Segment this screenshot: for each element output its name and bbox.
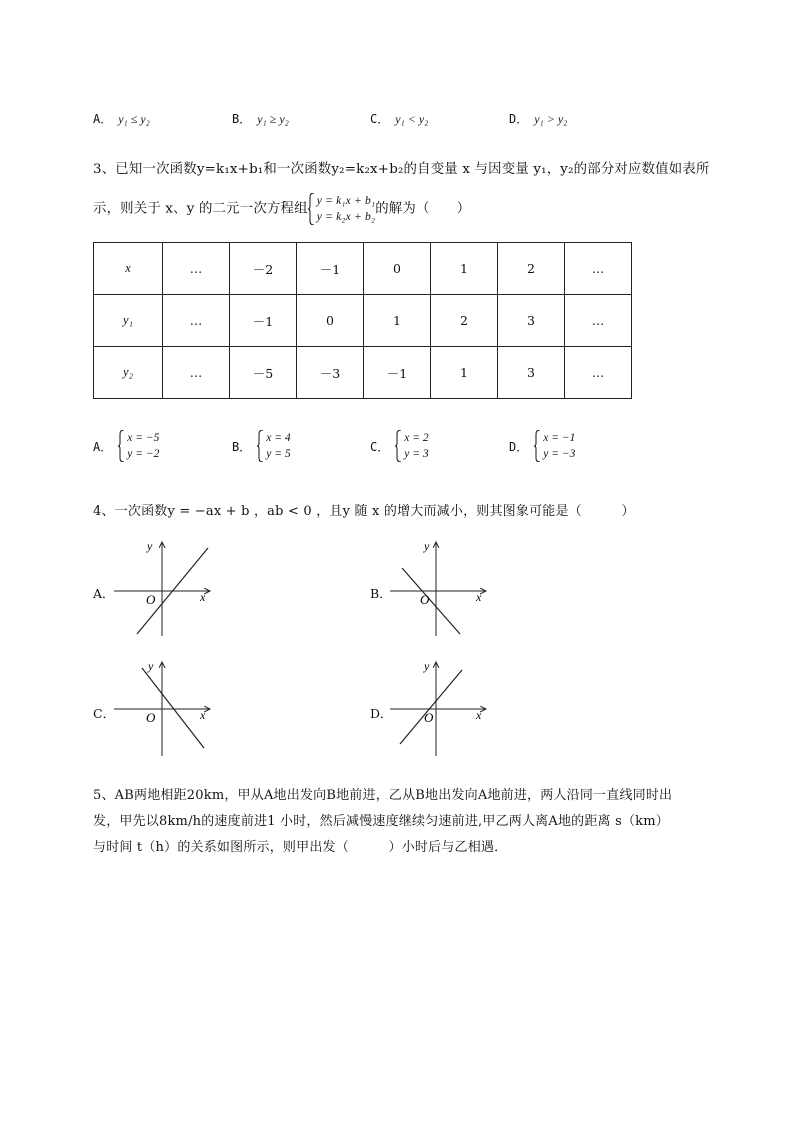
- option-expression: y₁ < y₂: [395, 112, 429, 126]
- option-equation-y: y = 5: [266, 448, 291, 460]
- brace-icon: [257, 430, 264, 462]
- origin-label: O: [424, 710, 434, 725]
- option-equation-x: x = −1: [543, 432, 576, 444]
- x-axis-label: x: [200, 590, 206, 604]
- q4-option-a-label[interactable]: A．: [93, 586, 115, 601]
- brace-icon: [395, 430, 402, 462]
- q2-option-b[interactable]: [232, 110, 289, 127]
- table-cell: 1: [431, 347, 498, 399]
- option-label: C．: [370, 112, 390, 126]
- table-cell: 1: [431, 243, 498, 295]
- q4-graph-c[interactable]: [112, 658, 222, 758]
- x-axis-label: x: [200, 708, 206, 722]
- option-expression: y₁ > y₂: [534, 112, 568, 126]
- brace-icon: [534, 430, 541, 462]
- table-row: [94, 243, 632, 295]
- option-system: [257, 430, 290, 462]
- option-label: C．: [370, 439, 390, 454]
- option-equation-x: x = −5: [127, 432, 160, 444]
- row-header-y2: y₂: [94, 347, 163, 399]
- y-axis-label: y: [424, 659, 430, 673]
- table-cell: …: [163, 295, 230, 347]
- option-system: [118, 430, 159, 462]
- origin-label: O: [420, 592, 430, 607]
- table-cell: 0: [364, 243, 431, 295]
- q5-stem-line-2: 发，甲先以8km/h的速度前进1 小时，然后减慢速度继续匀速前进,甲乙两人离A地的距离 s（km）: [93, 814, 669, 829]
- option-label: D．: [509, 112, 529, 126]
- q2-option-a[interactable]: [93, 110, 150, 127]
- system-equation-1: y = k₁x + b₁: [316, 195, 376, 207]
- q3-equation-system: [308, 193, 375, 225]
- y-axis-label: y: [147, 539, 153, 553]
- q2-option-c[interactable]: [370, 110, 428, 127]
- q2-option-d[interactable]: [509, 110, 567, 127]
- function-line: [402, 568, 460, 634]
- option-label: A．: [93, 439, 113, 454]
- q4-stem: 4、一次函数y = −ax + b ，ab < 0 ，且y 随 x 的增大而减小，则其图象可能是（ ）: [93, 504, 635, 519]
- function-line: [142, 668, 204, 748]
- table-cell: …: [163, 347, 230, 399]
- table-cell: 1: [364, 295, 431, 347]
- option-system: [395, 430, 428, 462]
- y-axis-label: y: [424, 539, 430, 553]
- q3-option-d[interactable]: [509, 430, 575, 462]
- table-cell: 2: [498, 243, 565, 295]
- table-cell: …: [163, 243, 230, 295]
- table-cell: －2: [230, 243, 297, 295]
- x-axis-label: x: [476, 708, 482, 722]
- option-expression: y₁ ≥ y₂: [257, 112, 289, 126]
- option-equation-x: x = 2: [404, 432, 429, 444]
- origin-label: O: [146, 710, 156, 725]
- q3-value-table: [93, 242, 632, 399]
- option-equation-y: y = 3: [404, 448, 429, 460]
- q5-stem-line-3: 与时间 t（h）的关系如图所示，则甲出发（ ）小时后与乙相遇．: [93, 840, 508, 855]
- table-row: [94, 295, 632, 347]
- x-axis-label: x: [476, 590, 482, 604]
- table-cell: 3: [498, 295, 565, 347]
- q4-graph-b[interactable]: [388, 538, 498, 638]
- option-expression: y₁ ≤ y₂: [118, 112, 150, 126]
- q4-option-b-label[interactable]: B．: [370, 586, 392, 601]
- table-cell: …: [565, 295, 632, 347]
- function-line: [400, 670, 462, 744]
- option-label: A．: [93, 112, 113, 126]
- table-cell: …: [565, 347, 632, 399]
- q3-option-b[interactable]: [232, 430, 291, 462]
- table-cell: －1: [297, 243, 364, 295]
- q5-stem-line-1: 5、AB两地相距20km，甲从A地出发向B地前进，乙从B地出发向A地前进，两人沿同一直线同时出: [93, 788, 673, 803]
- table-cell: 3: [498, 347, 565, 399]
- q3-stem-prefix: 示，则关于 x、y 的二元一次方程组: [93, 201, 308, 217]
- q4-option-d-label[interactable]: D．: [370, 706, 393, 721]
- table-cell: 0: [297, 295, 364, 347]
- option-label: B．: [232, 439, 252, 454]
- option-equation-x: x = 4: [266, 432, 291, 444]
- q4-graph-d[interactable]: [388, 658, 498, 758]
- option-system: [534, 430, 575, 462]
- q4-option-c-label[interactable]: C．: [93, 706, 116, 721]
- y-axis-label: y: [148, 659, 154, 673]
- q3-option-a[interactable]: [93, 430, 159, 462]
- table-cell: －1: [230, 295, 297, 347]
- table-cell: …: [565, 243, 632, 295]
- table-cell: －5: [230, 347, 297, 399]
- q3-stem-line-1: 3、已知一次函数y=k₁x+b₁和一次函数y₂=k₂x+b₂的自变量 x 与因变量 y₁，y₂的部分对应数值如表所: [93, 162, 710, 177]
- q3-option-c[interactable]: [370, 430, 429, 462]
- table-cell: －1: [364, 347, 431, 399]
- option-equation-y: y = −3: [543, 448, 576, 460]
- row-header-y1: y₁: [94, 295, 163, 347]
- brace-icon: [118, 430, 125, 462]
- table-cell: －3: [297, 347, 364, 399]
- option-label: B．: [232, 112, 252, 126]
- table-row: [94, 347, 632, 399]
- option-label: D．: [509, 439, 529, 454]
- option-equation-y: y = −2: [127, 448, 160, 460]
- table-cell: 2: [431, 295, 498, 347]
- q3-stem-suffix: 的解为（ ）: [375, 201, 471, 217]
- system-equation-2: y = k₂x + b₂: [316, 211, 376, 223]
- row-header-x: x: [94, 243, 163, 295]
- brace-icon: [308, 193, 315, 225]
- origin-label: O: [146, 592, 156, 607]
- q4-graph-a[interactable]: [112, 538, 222, 638]
- q3-stem-line-2: [93, 193, 470, 225]
